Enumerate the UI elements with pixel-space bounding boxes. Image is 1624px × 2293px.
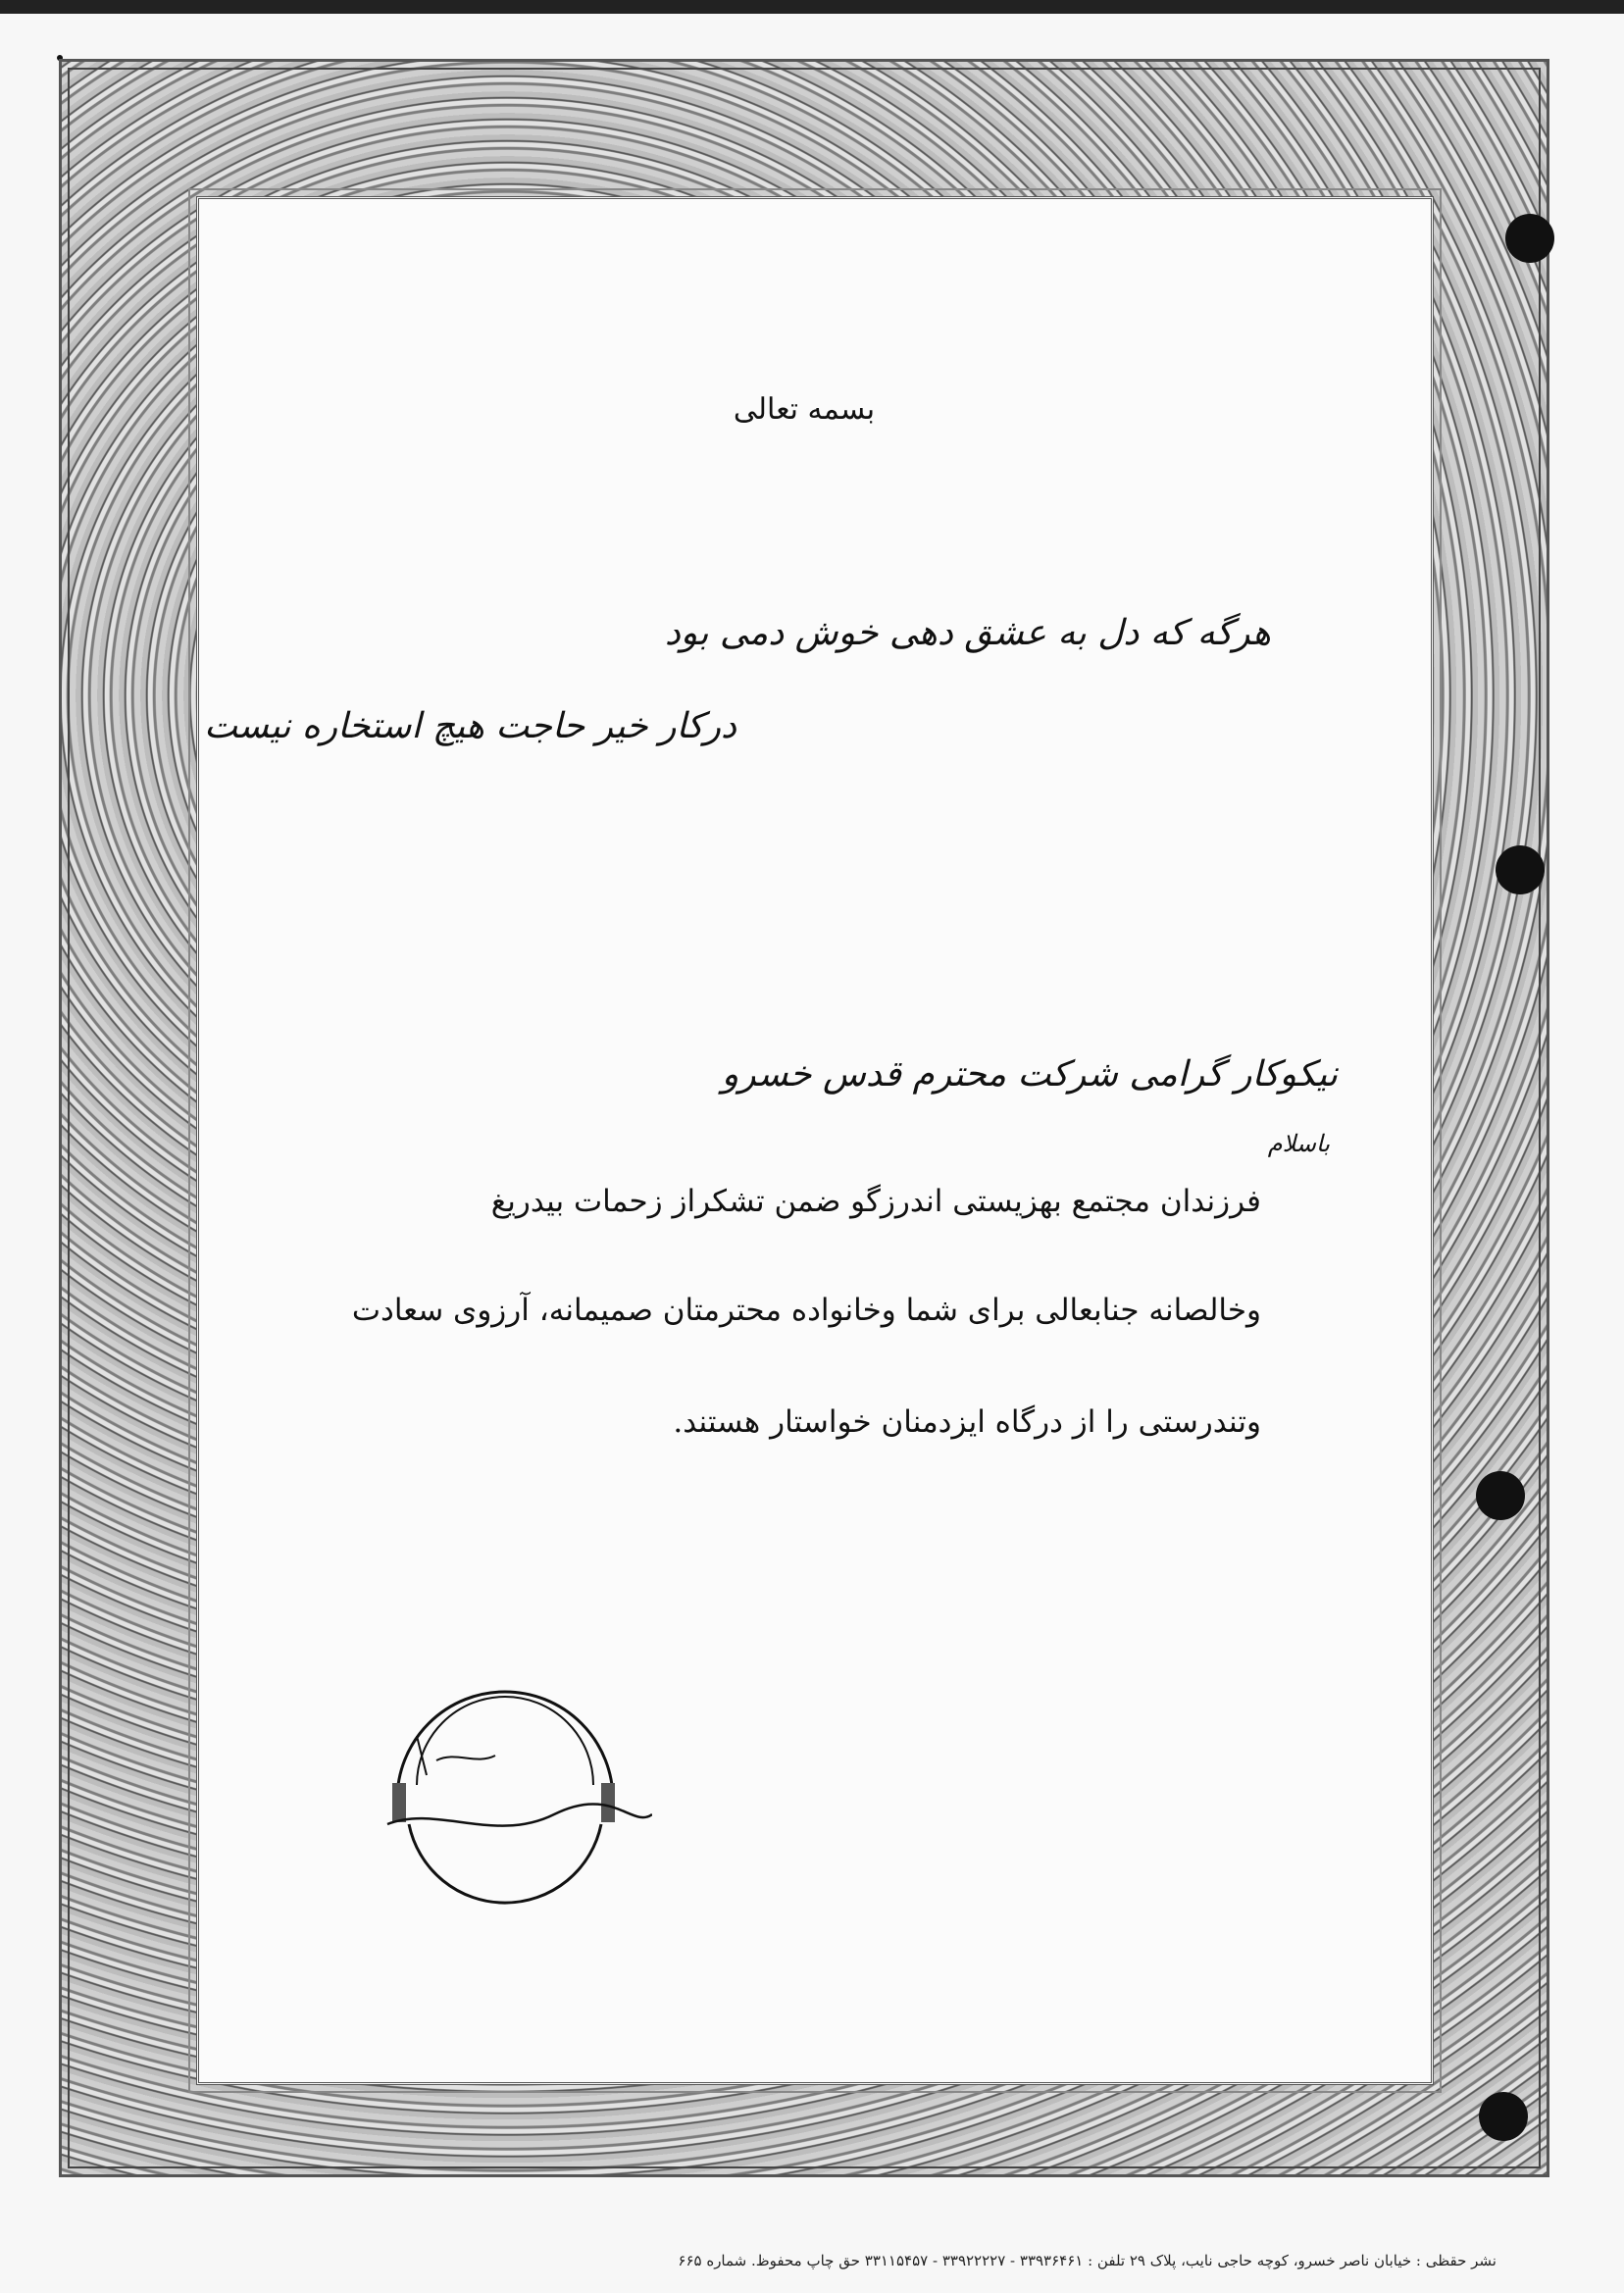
official-seal <box>358 1667 652 1932</box>
body-line-2: وخالصانه جنابعالی برای شما وخانواده محترمتان صمیمانه، آرزوی سعادت <box>351 1293 1261 1328</box>
body-line-3: وتندرستی را از درگاه ایزدمنان خواستار هستند. <box>673 1404 1261 1440</box>
poem-line-1: هرگه که دل به عشق دهی خوش دمی بود <box>664 613 1271 653</box>
punch-hole-3 <box>1476 1471 1525 1520</box>
greeting: باسلام <box>1267 1130 1330 1157</box>
body-line-1: فرزندان مجتمع بهزیستی اندرزگو ضمن تشکراز زحمات بیدریغ <box>490 1184 1261 1219</box>
heading: بسمه تعالی <box>733 392 876 427</box>
printer-footer: نشر حقظی : خیابان ناصر خسرو، کوچه حاجی نایب، پلاک ۲۹ تلفن : ۳۳۹۳۶۴۶۱ - ۳۳۹۲۲۲۲۷ - ۳۳۱۱۵۴۵۷ حق چاپ محفوظ. شماره ۶۶۵ <box>678 2252 1497 2269</box>
punch-hole-2 <box>1496 845 1545 894</box>
scan-top-edge <box>0 0 1624 14</box>
punch-hole-4 <box>1479 2092 1528 2141</box>
recipient-line: نیکوکار گرامی شرکت محترم قدس خسرو <box>721 1054 1338 1095</box>
punch-hole-1 <box>1505 214 1554 263</box>
poem-line-2: درکار خیر حاجت هیچ استخاره نیست <box>204 706 736 746</box>
